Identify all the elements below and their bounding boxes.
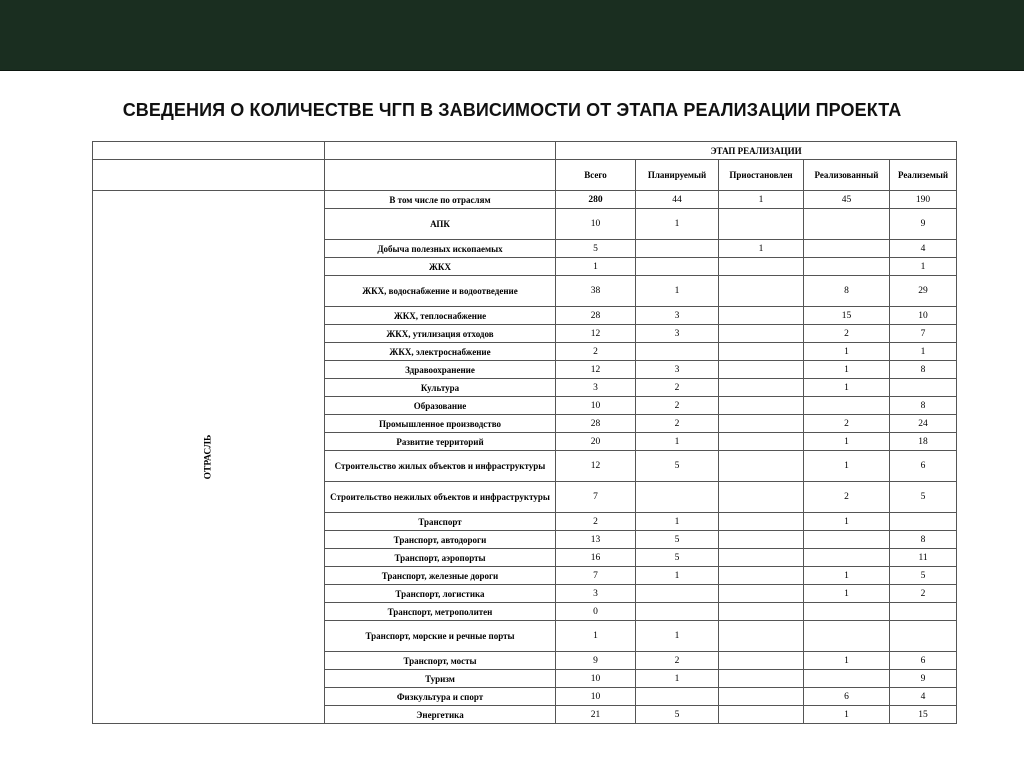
value-cell: 8 xyxy=(890,361,957,379)
value-cell xyxy=(719,688,804,706)
value-cell xyxy=(636,343,719,361)
value-cell: 5 xyxy=(890,482,957,513)
top-banner xyxy=(0,0,1024,71)
value-cell: 3 xyxy=(636,325,719,343)
value-cell: 2 xyxy=(890,585,957,603)
column-header-total: Всего xyxy=(556,160,636,191)
value-cell: 3 xyxy=(636,361,719,379)
value-cell: 44 xyxy=(636,191,719,209)
sector-name: Транспорт, мосты xyxy=(325,652,556,670)
value-cell: 13 xyxy=(556,531,636,549)
value-cell: 2 xyxy=(804,325,890,343)
value-cell: 15 xyxy=(804,307,890,325)
value-cell: 7 xyxy=(556,567,636,585)
stage-header: ЭТАП РЕАЛИЗАЦИИ xyxy=(556,142,957,160)
value-cell: 7 xyxy=(890,325,957,343)
table-row xyxy=(93,191,957,209)
value-cell: 6 xyxy=(890,451,957,482)
value-cell: 1 xyxy=(719,191,804,209)
value-cell: 28 xyxy=(556,415,636,433)
value-cell: 5 xyxy=(556,240,636,258)
value-cell xyxy=(636,603,719,621)
sector-name: Добыча полезных ископаемых xyxy=(325,240,556,258)
sector-name: Транспорт, метрополитен xyxy=(325,603,556,621)
column-header-implemented: Реализованный xyxy=(804,160,890,191)
sector-name: Транспорт, аэропорты xyxy=(325,549,556,567)
sector-name: Строительство жилых объектов и инфраструктуры xyxy=(325,451,556,482)
column-header-planned: Планируемый xyxy=(636,160,719,191)
header-blank-cell xyxy=(325,160,556,191)
value-cell: 7 xyxy=(556,482,636,513)
value-cell: 2 xyxy=(636,652,719,670)
value-cell xyxy=(719,603,804,621)
value-cell xyxy=(804,397,890,415)
value-cell: 9 xyxy=(556,652,636,670)
header-blank-cell xyxy=(93,160,325,191)
value-cell xyxy=(719,209,804,240)
sector-name: ЖКХ, электроснабжение xyxy=(325,343,556,361)
value-cell: 5 xyxy=(636,451,719,482)
value-cell: 2 xyxy=(804,415,890,433)
sector-name: ЖКХ, теплоснабжение xyxy=(325,307,556,325)
value-cell: 3 xyxy=(556,379,636,397)
value-cell: 3 xyxy=(636,307,719,325)
value-cell xyxy=(719,549,804,567)
value-cell: 9 xyxy=(890,670,957,688)
sector-name: ЖКХ, водоснабжение и водоотведение xyxy=(325,276,556,307)
value-cell: 1 xyxy=(556,621,636,652)
value-cell: 12 xyxy=(556,361,636,379)
sector-name: Транспорт, железные дороги xyxy=(325,567,556,585)
value-cell xyxy=(719,433,804,451)
value-cell xyxy=(804,531,890,549)
value-cell: 18 xyxy=(890,433,957,451)
value-cell: 1 xyxy=(636,276,719,307)
sector-name: Транспорт, автодороги xyxy=(325,531,556,549)
value-cell: 12 xyxy=(556,325,636,343)
value-cell: 2 xyxy=(556,343,636,361)
value-cell: 8 xyxy=(804,276,890,307)
value-cell: 10 xyxy=(556,670,636,688)
value-cell xyxy=(890,513,957,531)
value-cell: 8 xyxy=(890,531,957,549)
value-cell: 4 xyxy=(890,240,957,258)
value-cell: 1 xyxy=(804,706,890,724)
value-cell: 1 xyxy=(890,343,957,361)
value-cell xyxy=(719,451,804,482)
value-cell: 5 xyxy=(636,549,719,567)
sector-name: Энергетика xyxy=(325,706,556,724)
value-cell xyxy=(719,397,804,415)
value-cell: 1 xyxy=(636,513,719,531)
value-cell: 1 xyxy=(804,585,890,603)
sector-name: Строительство нежилых объектов и инфраструктуры xyxy=(325,482,556,513)
sector-name: Физкультура и спорт xyxy=(325,688,556,706)
value-cell: 5 xyxy=(636,531,719,549)
table-body xyxy=(93,191,957,724)
sector-name: Промышленное производство xyxy=(325,415,556,433)
value-cell xyxy=(719,343,804,361)
value-cell xyxy=(890,621,957,652)
value-cell: 10 xyxy=(556,397,636,415)
value-cell xyxy=(719,307,804,325)
value-cell xyxy=(719,652,804,670)
value-cell: 2 xyxy=(636,397,719,415)
sector-name: Культура xyxy=(325,379,556,397)
column-header-suspended: Приостановлен xyxy=(719,160,804,191)
value-cell: 24 xyxy=(890,415,957,433)
value-cell xyxy=(804,240,890,258)
value-cell: 1 xyxy=(556,258,636,276)
value-cell xyxy=(719,531,804,549)
page-title: СВЕДЕНИЯ О КОЛИЧЕСТВЕ ЧГП В ЗАВИСИМОСТИ ОТ ЭТАПА РЕАЛИЗАЦИИ ПРОЕКТА xyxy=(122,100,902,120)
value-cell: 6 xyxy=(804,688,890,706)
sector-label-cell xyxy=(93,191,325,724)
value-cell: 38 xyxy=(556,276,636,307)
column-header-in-progress: Реализемый xyxy=(890,160,957,191)
header-row-stage xyxy=(93,142,957,160)
value-cell: 29 xyxy=(890,276,957,307)
value-cell xyxy=(804,603,890,621)
value-cell: 0 xyxy=(556,603,636,621)
value-cell xyxy=(804,209,890,240)
value-cell xyxy=(804,549,890,567)
value-cell xyxy=(890,603,957,621)
value-cell: 2 xyxy=(556,513,636,531)
header-blank-cell xyxy=(93,142,325,160)
value-cell xyxy=(636,585,719,603)
value-cell: 5 xyxy=(636,706,719,724)
sector-name: ЖКХ, утилизация отходов xyxy=(325,325,556,343)
value-cell xyxy=(719,415,804,433)
value-cell: 1 xyxy=(636,433,719,451)
value-cell xyxy=(719,258,804,276)
value-cell: 190 xyxy=(890,191,957,209)
value-cell: 6 xyxy=(890,652,957,670)
value-cell xyxy=(636,688,719,706)
value-cell: 1 xyxy=(890,258,957,276)
value-cell: 20 xyxy=(556,433,636,451)
value-cell: 5 xyxy=(890,567,957,585)
value-cell xyxy=(636,482,719,513)
value-cell: 1 xyxy=(804,361,890,379)
value-cell: 28 xyxy=(556,307,636,325)
value-cell xyxy=(804,258,890,276)
value-cell: 10 xyxy=(556,688,636,706)
sector-name: ЖКХ xyxy=(325,258,556,276)
value-cell: 2 xyxy=(804,482,890,513)
header-blank-cell xyxy=(325,142,556,160)
sector-label: ОТРАСЛЬ xyxy=(203,434,214,480)
sector-name: В том числе по отраслям xyxy=(325,191,556,209)
value-cell xyxy=(890,379,957,397)
value-cell: 9 xyxy=(890,209,957,240)
value-cell: 2 xyxy=(636,379,719,397)
value-cell xyxy=(719,379,804,397)
value-cell: 1 xyxy=(636,621,719,652)
value-cell: 1 xyxy=(636,670,719,688)
value-cell: 21 xyxy=(556,706,636,724)
sector-name: Транспорт xyxy=(325,513,556,531)
value-cell: 10 xyxy=(556,209,636,240)
value-cell: 1 xyxy=(636,209,719,240)
value-cell xyxy=(719,621,804,652)
value-cell: 3 xyxy=(556,585,636,603)
value-cell: 4 xyxy=(890,688,957,706)
stage-table xyxy=(92,141,957,724)
value-cell: 1 xyxy=(804,343,890,361)
value-cell xyxy=(719,706,804,724)
value-cell: 10 xyxy=(890,307,957,325)
value-cell: 1 xyxy=(636,567,719,585)
value-cell xyxy=(719,482,804,513)
value-cell xyxy=(719,325,804,343)
value-cell xyxy=(636,258,719,276)
value-cell: 1 xyxy=(804,513,890,531)
value-cell xyxy=(719,361,804,379)
value-cell: 1 xyxy=(804,379,890,397)
value-cell xyxy=(636,240,719,258)
sector-name: Транспорт, морские и речные порты xyxy=(325,621,556,652)
value-cell: 8 xyxy=(890,397,957,415)
value-cell xyxy=(804,621,890,652)
value-cell: 45 xyxy=(804,191,890,209)
value-cell: 1 xyxy=(804,567,890,585)
value-cell xyxy=(804,670,890,688)
sector-name: АПК xyxy=(325,209,556,240)
value-cell: 1 xyxy=(804,433,890,451)
value-cell: 1 xyxy=(719,240,804,258)
sector-name: Туризм xyxy=(325,670,556,688)
sector-name: Транспорт, логистика xyxy=(325,585,556,603)
value-cell: 12 xyxy=(556,451,636,482)
value-cell: 11 xyxy=(890,549,957,567)
value-cell xyxy=(719,670,804,688)
value-cell xyxy=(719,585,804,603)
header-row-columns xyxy=(93,160,957,191)
value-cell xyxy=(719,513,804,531)
value-cell: 1 xyxy=(804,451,890,482)
value-cell xyxy=(719,567,804,585)
sector-name: Развитие территорий xyxy=(325,433,556,451)
sector-name: Образование xyxy=(325,397,556,415)
value-cell: 15 xyxy=(890,706,957,724)
value-cell: 280 xyxy=(556,191,636,209)
value-cell: 2 xyxy=(636,415,719,433)
value-cell xyxy=(719,276,804,307)
sector-name: Здравоохранение xyxy=(325,361,556,379)
value-cell: 16 xyxy=(556,549,636,567)
value-cell: 1 xyxy=(804,652,890,670)
